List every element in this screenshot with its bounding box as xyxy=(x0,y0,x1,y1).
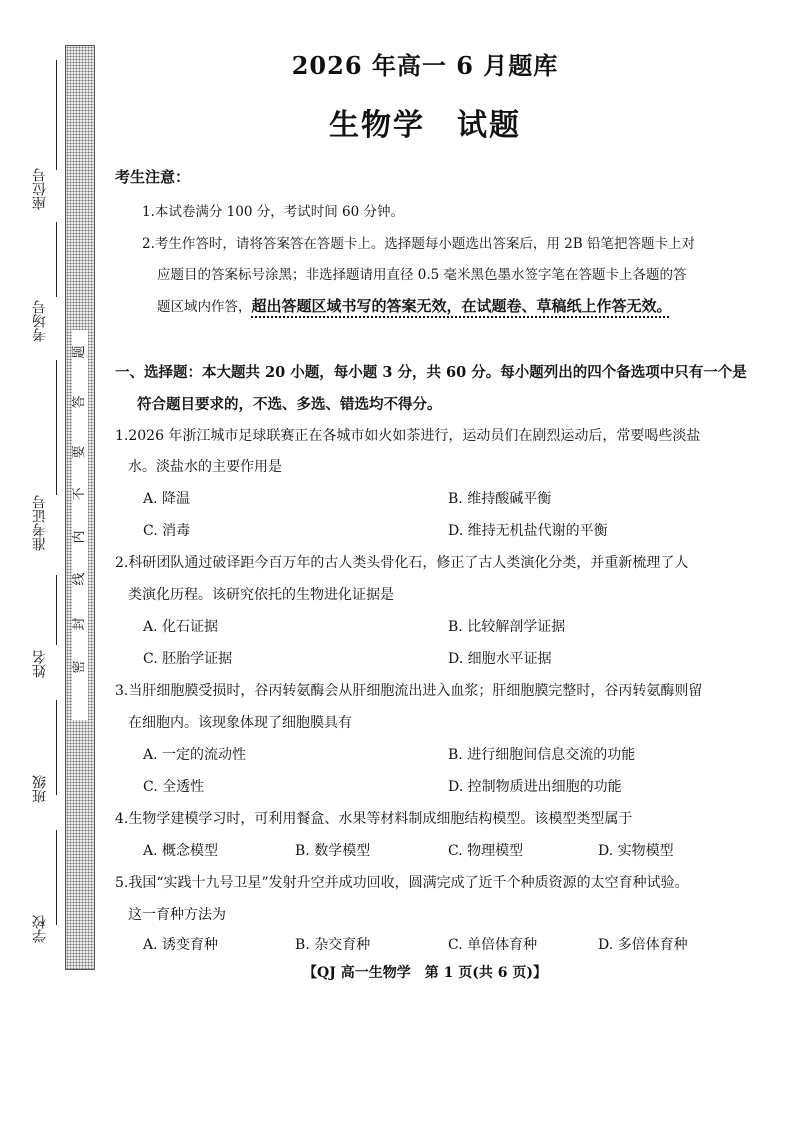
seal-char: 答 xyxy=(72,395,87,409)
seal-char: 线 xyxy=(72,572,87,586)
question-2-option-a: A. 化石证据 xyxy=(143,619,219,635)
question-5-option-a: A. 诱变育种 xyxy=(143,937,219,953)
notice-heading: 考生注意： xyxy=(115,168,191,186)
question-2-option-c: C. 胚胎学证据 xyxy=(143,651,233,667)
fill-line-name xyxy=(56,575,57,645)
question-3-stem-line-1: 3.当肝细胞膜受损时，谷丙转氨酶会从肝细胞流出进入血浆；肝细胞膜完整时，谷丙转氨酶则留 xyxy=(115,683,703,699)
fill-line-seat xyxy=(56,60,57,170)
question-3-option-c: C. 全透性 xyxy=(143,779,205,795)
notice-item-2-line-2: 应题目的答案标号涂黑；非选择题请用直径 0.5 毫米黑色墨水签字笔在答题卡上各题的答 xyxy=(157,267,687,283)
fill-line-ticket xyxy=(56,360,57,495)
notice-item-2-line-3 xyxy=(157,295,672,316)
notice-item-2-line-1: 2.考生作答时，请将答案答在答题卡上。选择题每小题选出答案后，用 2B 铅笔把答题卡上对 xyxy=(142,236,695,252)
fill-line-room xyxy=(56,222,57,297)
school-label: 学校 xyxy=(32,915,48,943)
seal-char: 不 xyxy=(72,487,87,501)
seat-number-label: 座位号 xyxy=(32,168,48,210)
question-1-option-a: A. 降温 xyxy=(143,491,191,507)
section-heading-line-1: 一、选择题：本大题共 20 小题，每小题 3 分，共 60 分。每小题列出的四个备选项中只有一个是 xyxy=(115,364,747,381)
seal-char: 封 xyxy=(72,617,87,631)
ticket-number-label: 准考证号 xyxy=(32,495,48,551)
question-5-option-c: C. 单倍体育种 xyxy=(448,937,538,953)
seal-char: 要 xyxy=(72,445,87,459)
question-1-option-b: B. 维持酸碱平衡 xyxy=(448,491,552,507)
question-5-stem-line-2: 这一育种方法为 xyxy=(128,907,226,923)
question-2-option-b: B. 比较解剖学证据 xyxy=(448,619,566,635)
question-5-option-d: D. 多倍体育种 xyxy=(598,937,688,953)
section-heading-line-2: 符合题目要求的，不选、多选、错选均不得分。 xyxy=(137,396,442,413)
question-4-option-a: A. 概念模型 xyxy=(143,843,219,859)
question-3-option-b: B. 进行细胞间信息交流的功能 xyxy=(448,747,636,763)
seal-char: 题 xyxy=(72,345,87,359)
page-footer: 【QJ 高一生物学 第 1 页(共 6 页)】 xyxy=(303,965,547,981)
exam-room-label: 考场号 xyxy=(32,300,48,342)
question-4-option-c: C. 物理模型 xyxy=(448,843,524,859)
exam-title: 2026 年高一 6 月题库 xyxy=(291,51,559,80)
fill-line-school xyxy=(56,830,57,925)
question-2-option-d: D. 细胞水平证据 xyxy=(448,651,552,667)
question-1-option-d: D. 维持无机盐代谢的平衡 xyxy=(448,523,608,539)
question-1-stem-line-1: 1.2026 年浙江城市足球联赛正在各城市如火如荼进行，运动员们在剧烈运动后，常要喝些淡盐 xyxy=(115,428,701,444)
emphasis-invalid-answer-warning: 超出答题区域书写的答案无效，在试题卷、草稿纸上作答无效。 xyxy=(251,297,672,315)
notice-item-2-line-3-text: 题区域内作答， xyxy=(157,299,252,315)
name-label: 姓名 xyxy=(32,650,48,678)
seal-char: 密 xyxy=(72,660,87,674)
fill-line-class xyxy=(56,700,57,795)
question-2-stem-line-2: 类演化历程。该研究依托的生物进化证据是 xyxy=(128,587,394,603)
question-4-option-d: D. 实物模型 xyxy=(598,843,674,859)
subject-title: 生物学 试题 xyxy=(329,108,521,143)
question-1-stem-line-2: 水。淡盐水的主要作用是 xyxy=(128,459,282,475)
question-4-stem-line-1: 4.生物学建模学习时，可利用餐盒、水果等材料制成细胞结构模型。该模型类型属于 xyxy=(115,811,633,827)
seal-char: 内 xyxy=(72,530,87,544)
class-label: 班级 xyxy=(32,775,48,803)
question-2-stem-line-1: 2.科研团队通过破译距今百万年的古人类头骨化石，修正了古人类演化分类，并重新梳理了人 xyxy=(115,555,689,571)
question-5-stem-line-1: 5.我国“实践十九号卫星”发射升空并成功回收，圆满完成了近千个种质资源的太空育种试验。 xyxy=(115,875,689,891)
question-3-stem-line-2: 在细胞内。该现象体现了细胞膜具有 xyxy=(128,715,352,731)
question-4-option-b: B. 数学模型 xyxy=(295,843,371,859)
question-1-option-c: C. 消毒 xyxy=(143,523,191,539)
question-3-option-a: A. 一定的流动性 xyxy=(143,747,247,763)
notice-item-1: 1.本试卷满分 100 分，考试时间 60 分钟。 xyxy=(142,204,404,220)
question-3-option-d: D. 控制物质进出细胞的功能 xyxy=(448,779,622,795)
question-5-option-b: B. 杂交育种 xyxy=(295,937,371,953)
